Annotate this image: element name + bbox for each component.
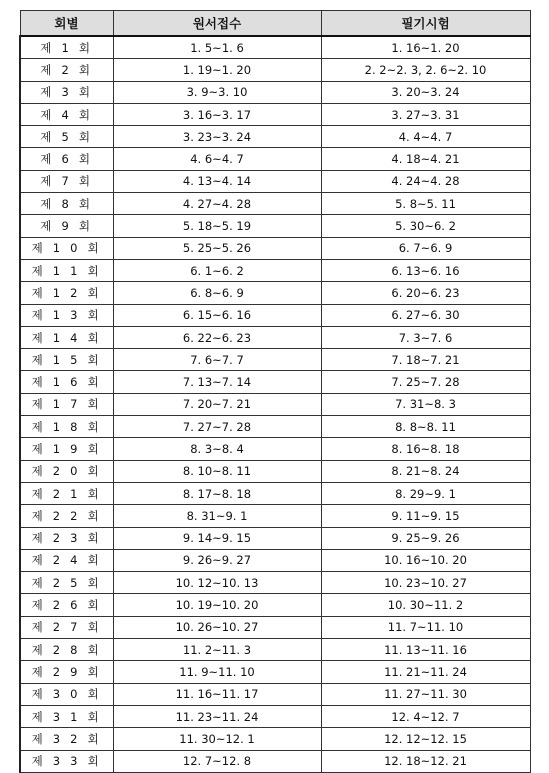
round-cell: 제 2 회 bbox=[20, 59, 113, 81]
round-cell: 제 1 회 bbox=[20, 36, 113, 59]
written-exam-period-cell: 8. 29~9. 1 bbox=[321, 482, 530, 504]
written-exam-period-cell: 10. 16~10. 20 bbox=[321, 549, 530, 571]
table-row bbox=[20, 170, 530, 192]
table-row bbox=[20, 81, 530, 103]
round-cell: 제 1 9 회 bbox=[20, 438, 113, 460]
round-cell: 제 3 3 회 bbox=[20, 750, 113, 772]
application-period-cell: 6. 8~6. 9 bbox=[113, 282, 321, 304]
table-row bbox=[20, 527, 530, 549]
application-period-cell: 7. 20~7. 21 bbox=[113, 393, 321, 415]
application-period-cell: 3. 9~3. 10 bbox=[113, 81, 321, 103]
written-exam-period-cell: 7. 3~7. 6 bbox=[321, 326, 530, 348]
written-exam-period-cell: 5. 30~6. 2 bbox=[321, 215, 530, 237]
written-exam-period-cell: 6. 13~6. 16 bbox=[321, 259, 530, 281]
header-written-exam-period: 필기시험 bbox=[321, 11, 530, 37]
table-body bbox=[20, 36, 530, 772]
written-exam-period-cell: 8. 16~8. 18 bbox=[321, 438, 530, 460]
written-exam-period-cell: 12. 12~12. 15 bbox=[321, 728, 530, 750]
round-cell: 제 7 회 bbox=[20, 170, 113, 192]
table-row bbox=[20, 705, 530, 727]
table-row bbox=[20, 193, 530, 215]
round-cell: 제 2 4 회 bbox=[20, 549, 113, 571]
application-period-cell: 4. 13~4. 14 bbox=[113, 170, 321, 192]
exam-schedule-table bbox=[19, 10, 531, 773]
application-period-cell: 8. 10~8. 11 bbox=[113, 460, 321, 482]
round-cell: 제 1 0 회 bbox=[20, 237, 113, 259]
application-period-cell: 5. 18~5. 19 bbox=[113, 215, 321, 237]
header-application-period: 원서접수 bbox=[113, 11, 321, 37]
round-cell: 제 4 회 bbox=[20, 103, 113, 125]
application-period-cell: 7. 13~7. 14 bbox=[113, 371, 321, 393]
written-exam-period-cell: 12. 4~12. 7 bbox=[321, 705, 530, 727]
written-exam-period-cell: 6. 27~6. 30 bbox=[321, 304, 530, 326]
application-period-cell: 11. 2~11. 3 bbox=[113, 639, 321, 661]
round-cell: 제 2 9 회 bbox=[20, 661, 113, 683]
table-header bbox=[20, 11, 530, 37]
application-period-cell: 8. 31~9. 1 bbox=[113, 505, 321, 527]
round-cell: 제 6 회 bbox=[20, 148, 113, 170]
written-exam-period-cell: 7. 25~7. 28 bbox=[321, 371, 530, 393]
application-period-cell: 4. 6~4. 7 bbox=[113, 148, 321, 170]
application-period-cell: 10. 26~10. 27 bbox=[113, 616, 321, 638]
round-cell: 제 2 2 회 bbox=[20, 505, 113, 527]
table-row bbox=[20, 349, 530, 371]
round-cell: 제 3 0 회 bbox=[20, 683, 113, 705]
table-row bbox=[20, 103, 530, 125]
application-period-cell: 10. 12~10. 13 bbox=[113, 572, 321, 594]
table-row bbox=[20, 237, 530, 259]
written-exam-period-cell: 10. 23~10. 27 bbox=[321, 572, 530, 594]
written-exam-period-cell: 4. 18~4. 21 bbox=[321, 148, 530, 170]
written-exam-period-cell: 10. 30~11. 2 bbox=[321, 594, 530, 616]
round-cell: 제 2 5 회 bbox=[20, 572, 113, 594]
round-cell: 제 1 8 회 bbox=[20, 416, 113, 438]
round-cell: 제 2 1 회 bbox=[20, 482, 113, 504]
written-exam-period-cell: 2. 2~2. 3, 2. 6~2. 10 bbox=[321, 59, 530, 81]
written-exam-period-cell: 9. 11~9. 15 bbox=[321, 505, 530, 527]
application-period-cell: 11. 23~11. 24 bbox=[113, 705, 321, 727]
round-cell: 제 1 4 회 bbox=[20, 326, 113, 348]
table-row bbox=[20, 505, 530, 527]
table-row bbox=[20, 393, 530, 415]
written-exam-period-cell: 4. 24~4. 28 bbox=[321, 170, 530, 192]
application-period-cell: 7. 27~7. 28 bbox=[113, 416, 321, 438]
round-cell: 제 1 7 회 bbox=[20, 393, 113, 415]
table-row bbox=[20, 215, 530, 237]
application-period-cell: 5. 25~5. 26 bbox=[113, 237, 321, 259]
round-cell: 제 2 8 회 bbox=[20, 639, 113, 661]
application-period-cell: 6. 1~6. 2 bbox=[113, 259, 321, 281]
table-row bbox=[20, 482, 530, 504]
application-period-cell: 3. 16~3. 17 bbox=[113, 103, 321, 125]
written-exam-period-cell: 12. 18~12. 21 bbox=[321, 750, 530, 772]
table-row bbox=[20, 259, 530, 281]
table-row bbox=[20, 371, 530, 393]
written-exam-period-cell: 11. 7~11. 10 bbox=[321, 616, 530, 638]
table-row bbox=[20, 36, 530, 59]
application-period-cell: 9. 26~9. 27 bbox=[113, 549, 321, 571]
table-row bbox=[20, 326, 530, 348]
round-cell: 제 2 0 회 bbox=[20, 460, 113, 482]
table-row bbox=[20, 59, 530, 81]
written-exam-period-cell: 3. 20~3. 24 bbox=[321, 81, 530, 103]
application-period-cell: 6. 22~6. 23 bbox=[113, 326, 321, 348]
table-row bbox=[20, 683, 530, 705]
table-row bbox=[20, 460, 530, 482]
table-row bbox=[20, 148, 530, 170]
application-period-cell: 7. 6~7. 7 bbox=[113, 349, 321, 371]
written-exam-period-cell: 11. 13~11. 16 bbox=[321, 639, 530, 661]
round-cell: 제 1 5 회 bbox=[20, 349, 113, 371]
written-exam-period-cell: 7. 18~7. 21 bbox=[321, 349, 530, 371]
application-period-cell: 3. 23~3. 24 bbox=[113, 126, 321, 148]
table-row bbox=[20, 661, 530, 683]
round-cell: 제 1 6 회 bbox=[20, 371, 113, 393]
written-exam-period-cell: 8. 8~8. 11 bbox=[321, 416, 530, 438]
table-row bbox=[20, 549, 530, 571]
round-cell: 제 1 1 회 bbox=[20, 259, 113, 281]
application-period-cell: 11. 16~11. 17 bbox=[113, 683, 321, 705]
table-row bbox=[20, 594, 530, 616]
table-row bbox=[20, 572, 530, 594]
application-period-cell: 1. 5~1. 6 bbox=[113, 36, 321, 59]
round-cell: 제 3 2 회 bbox=[20, 728, 113, 750]
table-row bbox=[20, 750, 530, 772]
application-period-cell: 1. 19~1. 20 bbox=[113, 59, 321, 81]
written-exam-period-cell: 1. 16~1. 20 bbox=[321, 36, 530, 59]
table-row bbox=[20, 282, 530, 304]
round-cell: 제 2 6 회 bbox=[20, 594, 113, 616]
application-period-cell: 11. 9~11. 10 bbox=[113, 661, 321, 683]
table-row bbox=[20, 304, 530, 326]
written-exam-period-cell: 6. 7~6. 9 bbox=[321, 237, 530, 259]
table-row bbox=[20, 126, 530, 148]
written-exam-period-cell: 9. 25~9. 26 bbox=[321, 527, 530, 549]
table-row bbox=[20, 728, 530, 750]
round-cell: 제 1 3 회 bbox=[20, 304, 113, 326]
written-exam-period-cell: 11. 27~11. 30 bbox=[321, 683, 530, 705]
table-row bbox=[20, 416, 530, 438]
round-cell: 제 3 회 bbox=[20, 81, 113, 103]
written-exam-period-cell: 5. 8~5. 11 bbox=[321, 193, 530, 215]
round-cell: 제 3 1 회 bbox=[20, 705, 113, 727]
round-cell: 제 1 2 회 bbox=[20, 282, 113, 304]
application-period-cell: 4. 27~4. 28 bbox=[113, 193, 321, 215]
written-exam-period-cell: 6. 20~6. 23 bbox=[321, 282, 530, 304]
written-exam-period-cell: 4. 4~4. 7 bbox=[321, 126, 530, 148]
written-exam-period-cell: 11. 21~11. 24 bbox=[321, 661, 530, 683]
round-cell: 제 2 3 회 bbox=[20, 527, 113, 549]
round-cell: 제 8 회 bbox=[20, 193, 113, 215]
round-cell: 제 9 회 bbox=[20, 215, 113, 237]
written-exam-period-cell: 3. 27~3. 31 bbox=[321, 103, 530, 125]
header-row bbox=[20, 11, 530, 37]
application-period-cell: 8. 17~8. 18 bbox=[113, 482, 321, 504]
application-period-cell: 10. 19~10. 20 bbox=[113, 594, 321, 616]
application-period-cell: 8. 3~8. 4 bbox=[113, 438, 321, 460]
application-period-cell: 6. 15~6. 16 bbox=[113, 304, 321, 326]
written-exam-period-cell: 7. 31~8. 3 bbox=[321, 393, 530, 415]
application-period-cell: 11. 30~12. 1 bbox=[113, 728, 321, 750]
application-period-cell: 12. 7~12. 8 bbox=[113, 750, 321, 772]
header-round: 회별 bbox=[20, 11, 113, 37]
application-period-cell: 9. 14~9. 15 bbox=[113, 527, 321, 549]
round-cell: 제 2 7 회 bbox=[20, 616, 113, 638]
written-exam-period-cell: 8. 21~8. 24 bbox=[321, 460, 530, 482]
table-row bbox=[20, 639, 530, 661]
table-row bbox=[20, 616, 530, 638]
round-cell: 제 5 회 bbox=[20, 126, 113, 148]
table-row bbox=[20, 438, 530, 460]
